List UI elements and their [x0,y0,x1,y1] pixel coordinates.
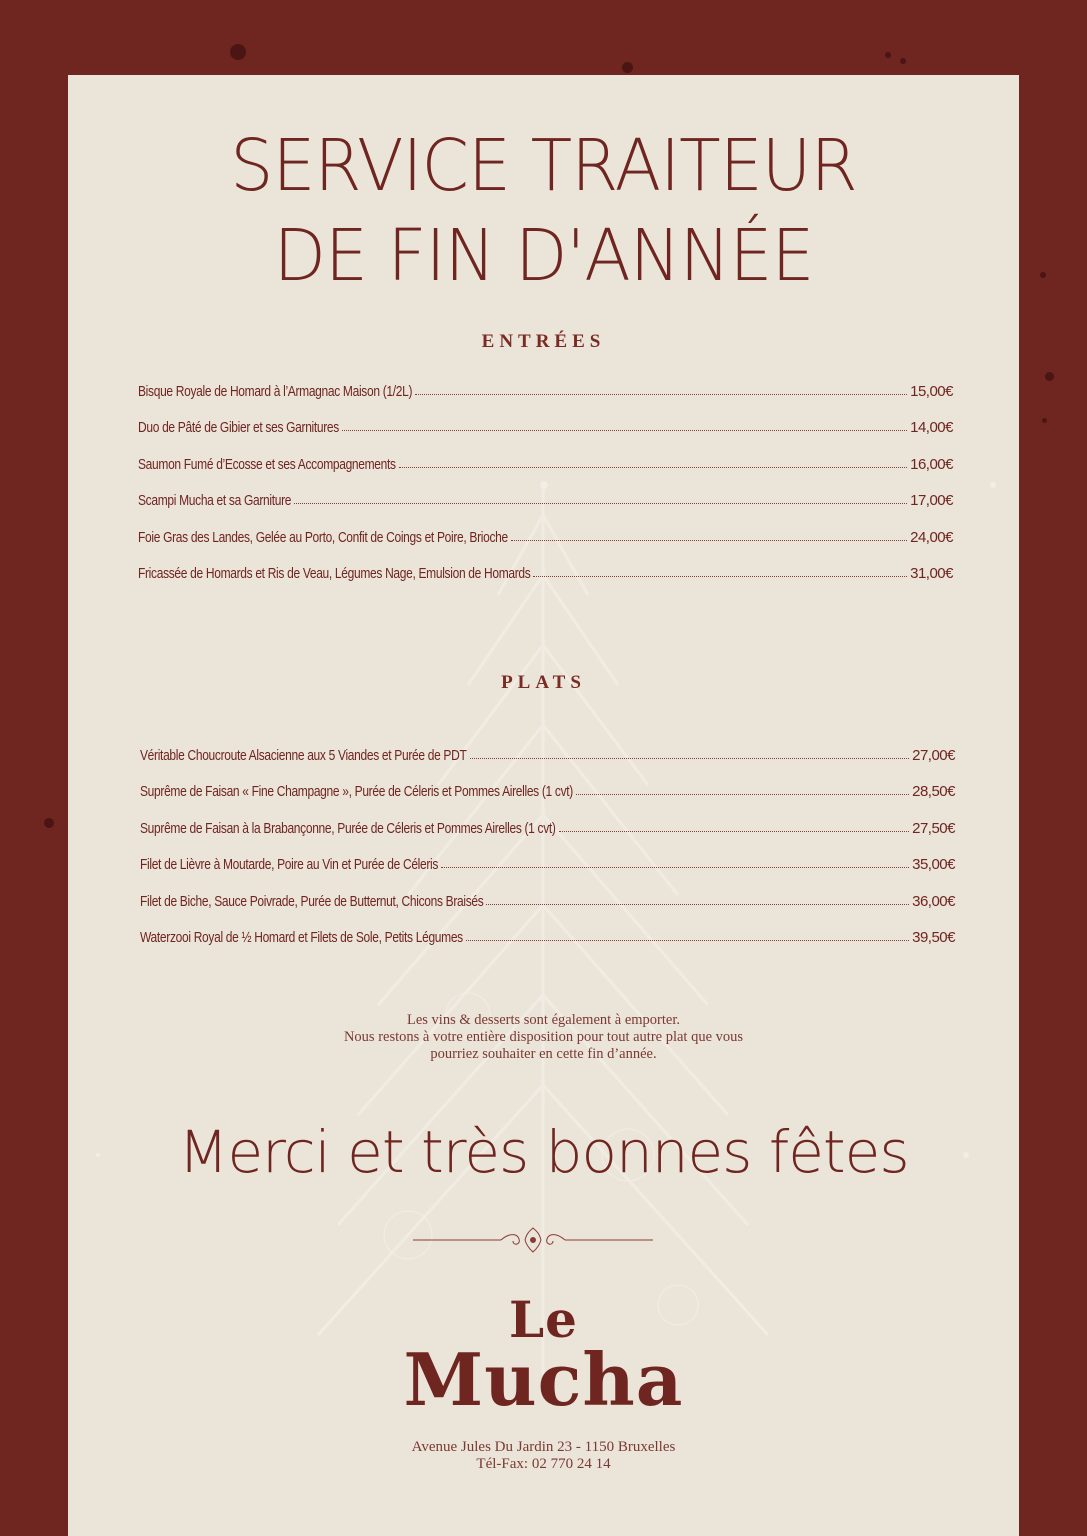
menu-item [140,837,955,874]
ink-splatter [900,58,906,64]
menu-sheet [68,75,1019,1536]
dot-leader [399,467,907,468]
menu-item [138,546,953,583]
dish-name: Saumon Fumé d’Ecosse et ses Accompagnements [138,455,396,473]
dish-name: Duo de Pâté de Gibier et ses Garnitures [138,419,339,436]
dish-name: Waterzooi Royal de ½ Homard et Filets de Sole, Petits Légumes [140,929,463,946]
menu-item [138,436,953,473]
dish-price: 14,00€ [910,419,953,436]
ink-splatter [885,52,891,58]
menu-item [138,363,953,400]
dish-price: 36,00€ [912,892,955,910]
flourish-divider-icon [413,1225,653,1255]
dot-leader [511,540,907,541]
dot-leader [559,831,910,832]
menu-item [140,873,955,910]
dish-name: Bisque Royale de Homard à l’Armagnac Maison (1/2L) [138,382,413,400]
dish-name: Suprême de Faisan à la Brabançonne, Purée de Céleris et Pommes Airelles (1 cvt) [140,819,556,837]
title-line-2: DE FIN D'ANNÉE [273,215,814,298]
dish-name: Filet de Biche, Sauce Poivrade, Purée de Butternut, Chicons Braisés [140,892,484,910]
note-line-2: Nous restons à votre entière disposition pour tout autre plat que vous [343,1029,744,1045]
note-line-3: pourriez souhaiter en cette fin d’année. [430,1046,657,1062]
dish-price: 24,00€ [910,528,953,546]
dot-leader [466,940,909,941]
ink-splatter [1040,272,1046,278]
dot-leader [576,794,909,795]
dot-leader [342,430,907,431]
dish-name: Foie Gras des Landes, Gelée au Porto, Confit de Coings et Poire, Brioche [138,528,508,546]
address-street: Avenue Jules Du Jardin 23 - 1150 Bruxelles [411,1439,676,1455]
dish-price: 27,00€ [912,746,955,764]
dish-price: 28,50€ [912,783,955,800]
dot-leader [415,394,907,395]
dish-name: Fricassée de Homards et Ris de Veau, Légumes Nage, Emulsion de Homards [138,565,531,582]
ink-splatter [1045,372,1054,381]
dot-leader [470,758,910,759]
ink-splatter [230,44,246,60]
menu-item [138,400,953,437]
dish-name: Scampi Mucha et sa Garniture [138,492,292,509]
note-line-1: Les vins & desserts sont également à emporter. [406,1012,680,1028]
dot-leader [294,503,907,504]
plats-heading: PLATS [501,672,586,693]
title-line-1: SERVICE TRAITEUR [230,125,857,208]
dish-price: 27,50€ [912,819,955,837]
ink-splatter [622,62,633,73]
menu-item [140,764,955,801]
dish-name: Véritable Choucroute Alsacienne aux 5 Viandes et Purée de PDT [140,746,467,764]
menu-item [140,727,955,764]
menu-item [138,473,953,510]
ink-splatter [44,818,54,828]
ink-splatter [1042,418,1047,423]
menu-item [140,910,955,947]
thanks-message: Merci et très bonnes fêtes [178,1118,909,1186]
dish-price: 39,50€ [912,929,955,946]
logo-le: Le [509,1290,578,1349]
entrees-heading: ENTRÉES [481,331,606,352]
dish-price: 15,00€ [910,382,953,400]
menu-item [140,800,955,837]
logo-mucha: Mucha [403,1337,684,1422]
dot-leader [441,867,909,868]
dish-price: 16,00€ [910,455,953,473]
menu-item [138,509,953,546]
dish-price: 17,00€ [910,492,953,509]
entrees-list [138,363,953,582]
dot-leader [533,576,907,577]
dish-price: 35,00€ [912,856,955,873]
dish-name: Suprême de Faisan « Fine Champagne », Purée de Céleris et Pommes Airelles (1 cvt) [140,783,573,800]
address-phone: Tél-Fax: 02 770 24 14 [476,1456,611,1472]
dish-name: Filet de Lièvre à Moutarde, Poire au Vin et Purée de Céleris [140,856,439,873]
plats-list [140,727,955,946]
dot-leader [486,904,909,905]
dish-price: 31,00€ [910,565,953,582]
